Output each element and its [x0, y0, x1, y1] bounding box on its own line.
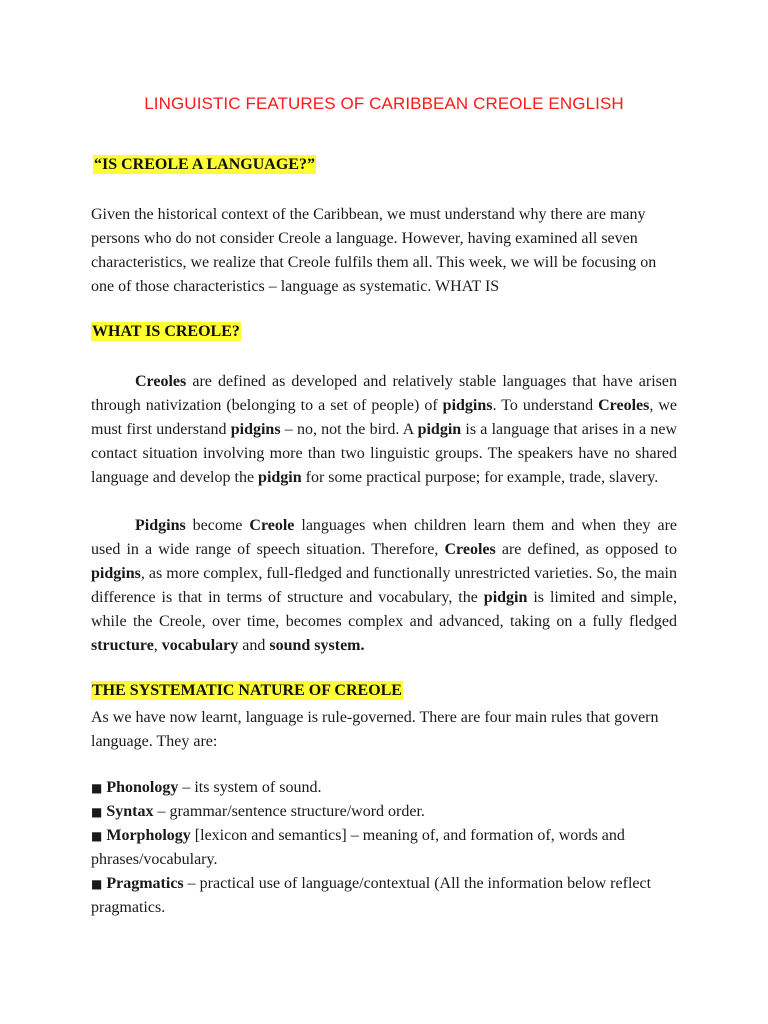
- rules-intro-paragraph: As we have now learnt, language is rule-governed. There are four main rules that govern language. They are:: [91, 709, 659, 750]
- document-title: LINGUISTIC FEATURES OF CARIBBEAN CREOLE ENGLISH: [144, 94, 624, 113]
- bold-term: pidgin: [483, 589, 528, 606]
- bold-term: Creole: [249, 517, 295, 534]
- highlighted-heading-text: “IS CREOLE A LANGUAGE?”: [94, 156, 315, 173]
- bold-term: Creoles: [444, 541, 496, 558]
- paragraph-text: is a language that arises in a new contact situation involving more than two linguistic groups. The speakers have no shared language and develop the: [91, 421, 678, 486]
- paragraph-text: . To understand: [492, 397, 599, 414]
- list-term: Phonology: [106, 779, 179, 796]
- list-term: Morphology: [106, 827, 191, 844]
- square-bullet-icon: ■: [91, 877, 103, 891]
- square-bullet-icon: ■: [91, 781, 103, 795]
- paragraph-text: , we must first understand: [91, 397, 678, 438]
- list-description: – its system of sound.: [178, 779, 322, 796]
- paragraph-text: , as more complex, full-fledged and functionally unrestricted varieties. So, the main difference is that in terms of structure and vocabulary, the: [91, 565, 677, 606]
- paragraph-text: ,: [153, 637, 162, 654]
- bold-term: sound system.: [269, 637, 365, 654]
- creole-definition-paragraph: [91, 370, 677, 490]
- paragraph-text: are defined, as opposed to: [495, 541, 678, 558]
- bold-term: pidgin: [258, 469, 302, 486]
- paragraph-text: languages when children learn them and when they are used in a wide range of speech situation. Therefore,: [91, 517, 678, 558]
- list-item: [91, 872, 681, 920]
- list-description: – grammar/sentence structure/word order.: [153, 803, 425, 820]
- square-bullet-icon: ■: [91, 805, 103, 819]
- highlighted-heading-text: THE SYSTEMATIC NATURE OF CREOLE: [92, 682, 402, 699]
- bold-term: pidgins: [91, 565, 141, 582]
- paragraph-text: for some practical purpose; for example, trade, slavery.: [301, 469, 659, 486]
- bold-term: Creoles: [598, 397, 650, 414]
- section-heading-what-is-creole: [91, 323, 241, 341]
- section-heading-is-creole-a-language: [93, 156, 316, 174]
- bold-term: Creoles: [135, 373, 187, 390]
- list-term: Syntax: [106, 803, 154, 820]
- bold-term: pidgins: [230, 421, 281, 438]
- bold-term: Pidgins: [135, 517, 186, 534]
- section-heading-systematic-nature: [91, 682, 403, 700]
- paragraph-text: is limited and simple, while the Creole, over time, becomes complex and advanced, taking on a fully fledged: [91, 589, 677, 630]
- bold-term: vocabulary: [161, 637, 239, 654]
- highlighted-heading-text: WHAT IS CREOLE?: [92, 323, 240, 340]
- paragraph-text: – no, not the bird. A: [280, 421, 418, 438]
- paragraph-text: and: [238, 637, 270, 654]
- intro-paragraph: Given the historical context of the Caribbean, we must understand why there are many persons who do not consider Creole a language. However, having examined all seven characteristics, we realize that Creole fulfils them all. This week, we will be focusing on one of those characteristics – language as systematic. WHAT IS: [91, 206, 657, 295]
- list-item: [91, 800, 681, 824]
- list-description: [lexicon and semantics] – meaning of, and formation of, words and phrases/vocabulary.: [91, 827, 625, 868]
- list-term: Pragmatics: [106, 875, 184, 892]
- bold-term: pidgin: [417, 421, 462, 438]
- list-description: – practical use of language/contextual (All the information below reflect pragmatics.: [91, 875, 652, 916]
- pidgins-paragraph: [91, 514, 677, 658]
- list-item: [91, 776, 681, 800]
- square-bullet-icon: ■: [91, 829, 103, 843]
- list-item: [91, 824, 681, 872]
- paragraph-text: are defined as developed and relatively stable languages that have arisen through nativization (belonging to a set of people) of: [91, 373, 677, 414]
- bold-term: structure: [91, 637, 154, 654]
- bold-term: pidgins: [442, 397, 493, 414]
- language-rules-list: [91, 776, 681, 920]
- paragraph-text: become: [185, 517, 250, 534]
